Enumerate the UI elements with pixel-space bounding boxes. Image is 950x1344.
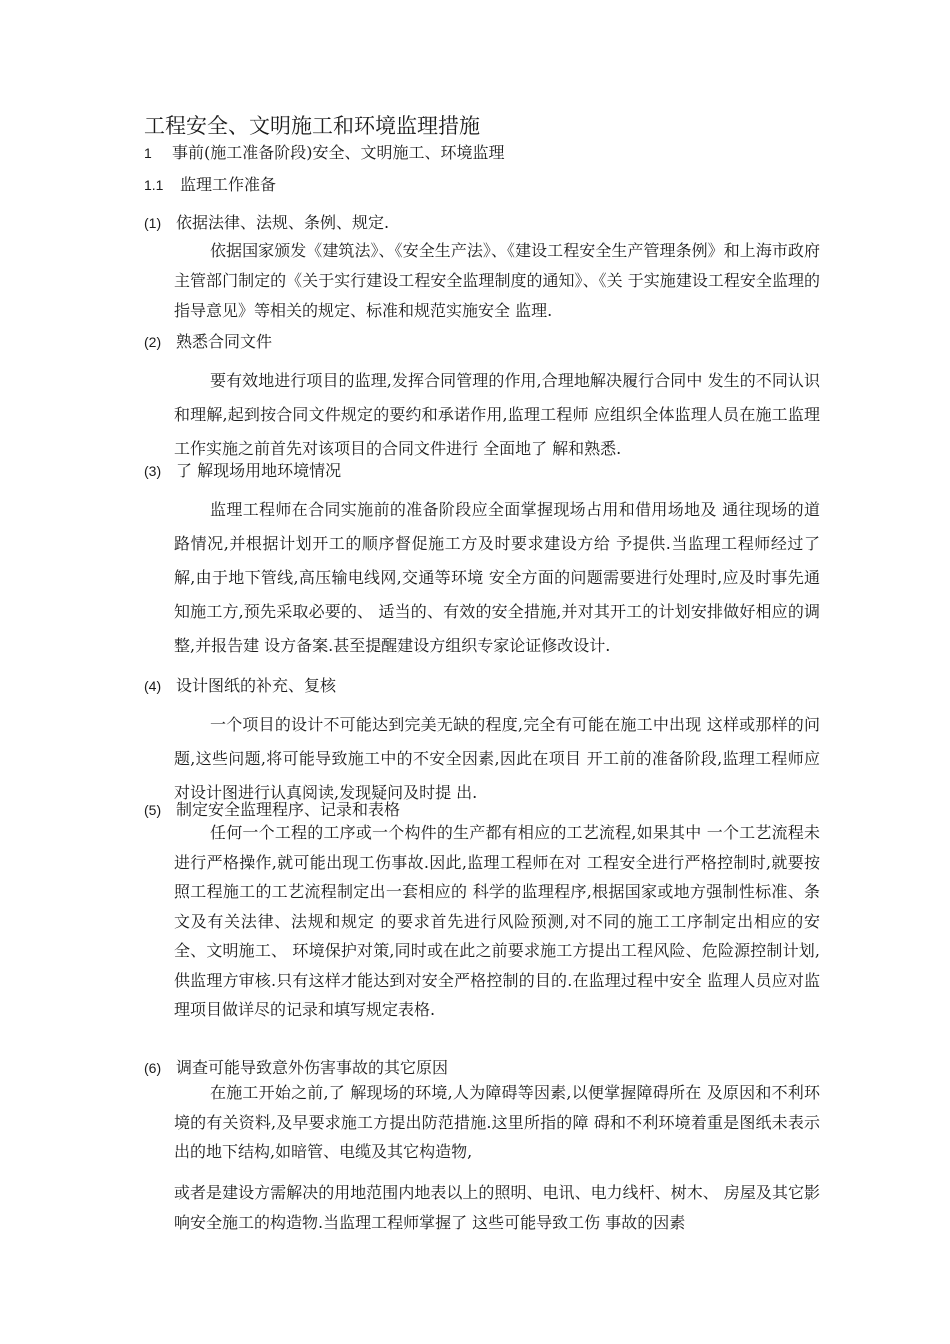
item-title: 了 解现场用地环境情况 (176, 461, 342, 480)
item-number: (3) (144, 463, 162, 479)
item-number: (6) (144, 1060, 162, 1076)
continuation-paragraph: 或者是建设方需解决的用地范围内地表以上的照明、电讯、电力线杆、树木、 房屋及其它影响安全施工的构造物.当监理工程师掌握了 这些可能导致工伤 事故的因素 (174, 1183, 820, 1232)
item-title: 制定安全监理程序、记录和表格 (176, 800, 401, 819)
item-title: 熟悉合同文件 (176, 332, 273, 351)
item-paragraph-3: 监理工程师在合同实施前的准备阶段应全面掌握现场占用和借用场地及 通往现场的道路情况,并根据计划开工的顺序督促施工方及时要求建设方给 予提供.当监理工程师经过了 解,由于地下管线,高压输电线网,交通等环境 安全方面的问题需要进行处理时,应及时事先通知施工方,预先采取必要的、 适当的、有效的安全措施,并对其开工的计划安排做好相应的调整,并报告建 设方备案.甚至提醒建设方组织专家论证修改设计. (174, 500, 820, 655)
item-paragraph-2: 要有效地进行项目的监理,发挥合同管理的作用,合理地解决履行合同中 发生的不同认识和理解,起到按合同文件规定的要约和承诺作用,监理工程师 应组织全体监理人员在施工监理工作实施之前首先对该项目的合同文件进行 全面地了 解和熟悉. (174, 371, 820, 458)
item-heading-4 (144, 675, 336, 697)
item-number: (1) (144, 215, 162, 231)
subsection-title: 监理工作准备 (180, 175, 277, 194)
item-heading-3 (144, 460, 341, 482)
item-heading-2 (144, 331, 272, 353)
section-title: 事前(施工准备阶段)安全、文明施工、环境监理 (172, 143, 505, 162)
section-number: 1 (144, 145, 152, 161)
section-heading-1 (144, 142, 505, 164)
item-heading-6 (144, 1057, 448, 1079)
item-title: 设计图纸的补充、复核 (176, 676, 337, 695)
item-paragraph-1: 依据国家颁发《建筑法》、《安全生产法》、《建设工程安全生产管理条例》和上海市政府主管部门制定的《关于实行建设工程安全监理制度的通知》、《关 于实施建设工程安全监理的指导意见》等相关的规定、标准和规范实施安全 监理. (174, 241, 820, 320)
item-heading-1 (144, 212, 389, 234)
subsection-number: 1.1 (144, 177, 164, 193)
item-number: (5) (144, 802, 162, 818)
item-number: (4) (144, 678, 162, 694)
item-paragraph-4: 一个项目的设计不可能达到完美无缺的程度,完全有可能在施工中出现 这样或那样的问题,这些问题,将可能导致施工中的不安全因素,因此在项目 开工前的准备阶段,监理工程师应对设计图进行认真阅读,发现疑问及时提 出. (174, 715, 820, 802)
item-paragraph-6: 在施工开始之前,了 解现场的环境,人为障碍等因素,以便掌握障碍所在 及原因和不利环境的有关资料,及早要求施工方提出防范措施.这里所指的障 碍和不利环境着重是图纸未表示出的地下结构,如暗管、电缆及其它构造物, (174, 1083, 820, 1161)
item-title: 调查可能导致意外伤害事故的其它原因 (176, 1058, 449, 1077)
subsection-heading-1-1 (144, 174, 276, 196)
item-paragraph-5: 任何一个工程的工序或一个构件的生产都有相应的工艺流程,如果其中 一个工艺流程未进行严格操作,就可能出现工伤事故.因此,监理工程师在对 工程安全进行严格控制时,就要按照工程施工的工艺流程制定出一套相应的 科学的监理程序,根据国家或地方强制性标准、条文及有关法律、法规和规定 的要求首先进行风险预测,对不同的施工工序制定出相应的安全、文明施工、 环境保护对策,同时或在此之前要求施工方提出工程风险、危险源控制计划, 供监理方审核.只有这样才能达到对安全严格控制的目的.在监理过程中安全 监理人员应对监理项目做详尽的记录和填写规定表格. (174, 823, 820, 1019)
item-title: 依据法律、法规、条例、规定. (176, 213, 390, 232)
item-number: (2) (144, 334, 162, 350)
document-title: 工程安全、文明施工和环境监理措施 (144, 114, 480, 138)
